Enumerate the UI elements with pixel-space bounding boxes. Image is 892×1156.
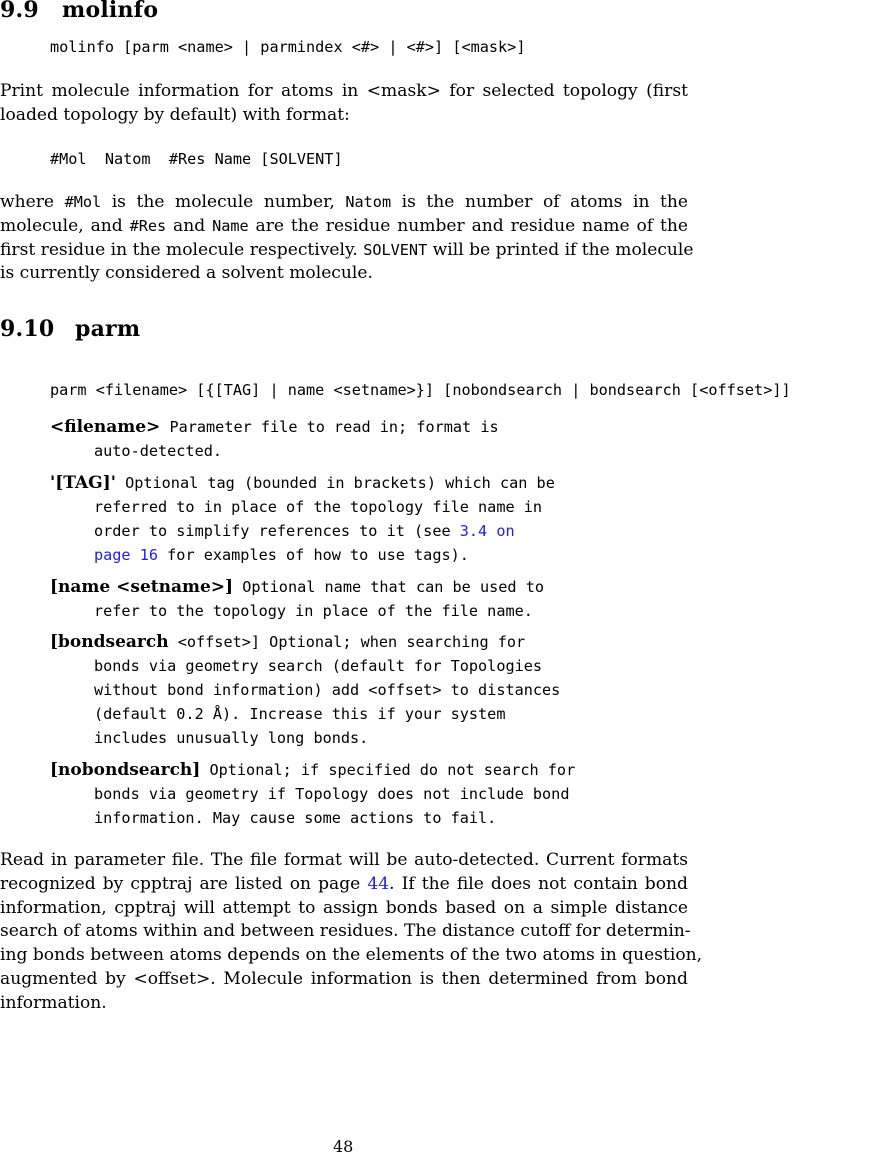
body-text: . If the file does not contain bond bbox=[389, 873, 688, 894]
page-number: 48 bbox=[333, 1137, 354, 1156]
desc-line-1 bbox=[0, 191, 688, 215]
body-line: information. bbox=[0, 992, 107, 1013]
option-text: information. May cause some actions to fail. bbox=[94, 809, 497, 827]
option-text: (default 0.2 Å). Increase this if your system bbox=[94, 705, 506, 723]
molinfo-syntax: molinfo [parm <name> | parmindex <#> | <#>] [<mask>] bbox=[50, 38, 526, 56]
page-reference-link[interactable]: 44 bbox=[367, 873, 390, 894]
page-reference-link[interactable]: page 16 bbox=[94, 546, 159, 564]
option-text: Optional; if specified do not search for bbox=[200, 761, 576, 779]
option-text: auto-detected. bbox=[94, 442, 223, 460]
body-line: augmented by <offset>. Molecule information is then determined from bond bbox=[0, 968, 688, 989]
body-line bbox=[0, 873, 688, 897]
body-text: recognized by cpptraj are listed on page bbox=[0, 873, 368, 894]
desc-text: is the molecule number, bbox=[101, 192, 346, 212]
body-line: search of atoms within and between residues. The distance cutoff for determin- bbox=[0, 921, 691, 942]
section-number: 9.9 bbox=[0, 0, 39, 23]
option-text: bonds via geometry if Topology does not include bond bbox=[94, 785, 570, 803]
section-heading-molinfo bbox=[0, 0, 158, 23]
option-term: [nobondsearch] bbox=[50, 760, 201, 780]
code-natom: Natom bbox=[345, 193, 392, 211]
option-nobondsearch bbox=[50, 758, 670, 830]
option-term: <filename> bbox=[50, 417, 161, 437]
option-text: Optional name that can be used to bbox=[233, 578, 544, 596]
desc-text: first residue in the molecule respectively. bbox=[0, 239, 364, 260]
molinfo-description-paragraph bbox=[0, 191, 694, 286]
option-row bbox=[50, 630, 670, 654]
option-text: refer to the topology in place of the file name. bbox=[94, 602, 533, 620]
option-text: Optional; when searching for bbox=[260, 633, 526, 651]
option-row bbox=[50, 471, 670, 495]
option-row bbox=[50, 758, 670, 782]
desc-text: is the number of atoms in the bbox=[391, 192, 688, 212]
body-line: Read in parameter file. The file format will be auto-detected. Current formats bbox=[0, 850, 688, 870]
desc-text: are the residue number and residue name of the bbox=[248, 215, 688, 236]
option-row bbox=[50, 575, 670, 599]
option-text: referred to in place of the topology file name in bbox=[94, 498, 543, 516]
option-text: Parameter file to read in; format is bbox=[160, 418, 499, 436]
parm-body-paragraph bbox=[0, 849, 703, 1016]
option-row bbox=[50, 415, 670, 439]
molinfo-intro-paragraph bbox=[0, 80, 688, 128]
code-name: Name bbox=[212, 216, 249, 235]
option-term: [name <setname>] bbox=[50, 577, 234, 597]
section-heading-parm bbox=[0, 316, 140, 342]
option-name bbox=[50, 575, 670, 623]
option-text: without bond information) add <offset> to distances bbox=[94, 681, 561, 699]
option-row bbox=[50, 519, 670, 543]
option-bondsearch bbox=[50, 630, 670, 750]
option-text: for examples of how to use tags). bbox=[158, 546, 469, 564]
intro-line-2: loaded topology by default) with format: bbox=[0, 104, 350, 125]
body-line: information, cpptraj will attempt to assign bonds based on a simple distance bbox=[0, 897, 688, 918]
section-title: parm bbox=[75, 316, 141, 342]
code-solvent: SOLVENT bbox=[363, 240, 428, 259]
desc-line-4: is currently considered a solvent molecule. bbox=[0, 263, 373, 284]
code-mol: #Mol bbox=[64, 193, 102, 211]
body-line: ing bonds between atoms depends on the elements of the two atoms in question, bbox=[0, 945, 703, 966]
option-text: order to simplify references to it (see bbox=[94, 522, 460, 540]
section-reference-link[interactable]: 3.4 on bbox=[459, 522, 515, 540]
parm-syntax: parm <filename> [{[TAG] | name <setname>}] [nobondsearch | bondsearch [<offset>]] bbox=[50, 381, 791, 399]
desc-line-3 bbox=[0, 239, 694, 263]
molinfo-format-line: #Mol Natom #Res Name [SOLVENT] bbox=[50, 150, 343, 168]
intro-line-1: Print molecule information for atoms in <mask> for selected topology (first bbox=[0, 81, 688, 101]
option-term: [bondsearch bbox=[50, 632, 169, 652]
option-term: '[TAG]' bbox=[50, 473, 116, 493]
option-term-arg: <offset>] bbox=[168, 633, 261, 651]
option-text: bonds via geometry search (default for Topologies bbox=[94, 657, 543, 675]
option-text: Optional tag (bounded in brackets) which can be bbox=[115, 474, 555, 492]
option-row bbox=[50, 543, 670, 567]
option-tag bbox=[50, 471, 670, 567]
desc-text: molecule, and bbox=[0, 215, 130, 236]
desc-text: will be printed if the molecule bbox=[427, 239, 694, 260]
desc-text: and bbox=[166, 215, 213, 236]
section-number: 9.10 bbox=[0, 316, 55, 342]
desc-line-2 bbox=[0, 215, 688, 239]
section-title: molinfo bbox=[62, 0, 159, 23]
code-res: #Res bbox=[129, 216, 167, 235]
option-filename bbox=[50, 415, 670, 463]
option-text: includes unusually long bonds. bbox=[94, 729, 369, 747]
desc-text: where bbox=[0, 192, 65, 212]
